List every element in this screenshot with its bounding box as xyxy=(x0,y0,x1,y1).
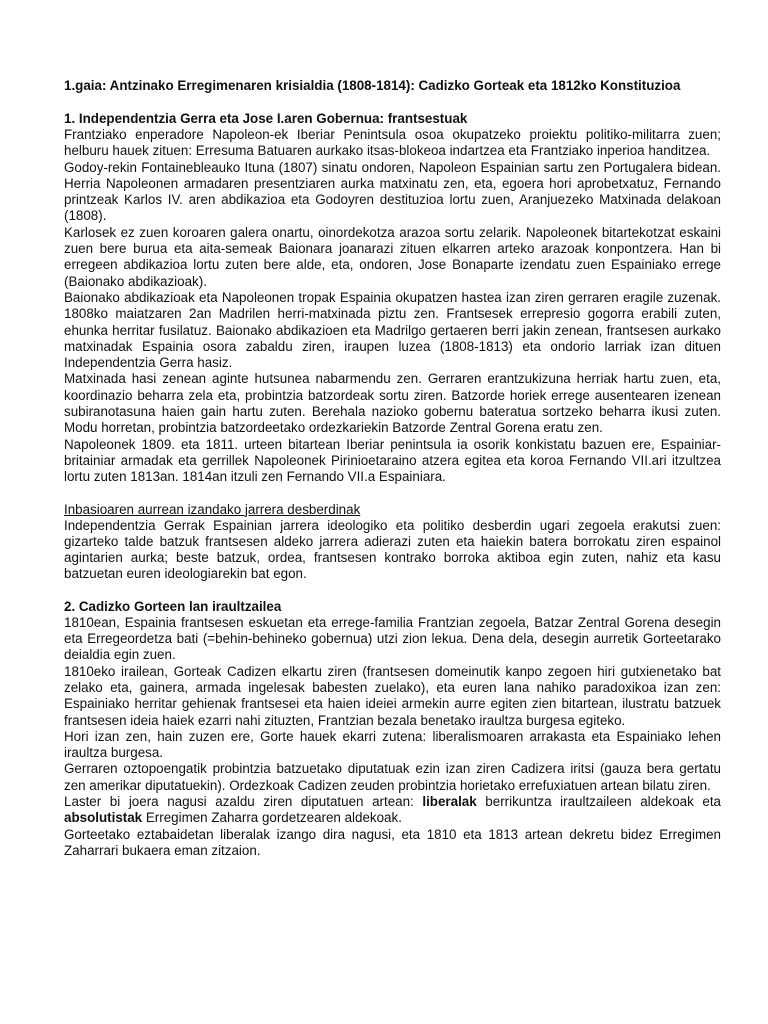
section-1-paragraph: Matxinada hasi zenean aginte hutsunea nabarmendu zen. Gerraren erantzukizuna herriak hartu zuen, eta, koordinazio beharra zela eta, probintzia batzordeak sortu ziren. Batzorde horiek errege ausentearen izenean subiranotasuna haien gain hartu zuten. Berehala nazioko gobernu bateratua sortzeko beharra ikusi zuten. Modu horretan, probintzia batzordeetako ordezkariekin Batzorde Zentral Gorena eratu zen. xyxy=(64,371,721,436)
absolutist-term: absolutistak xyxy=(64,810,143,826)
section-2-parties-paragraph xyxy=(64,794,721,827)
section-1-heading: 1. Independentzia Gerra eta Jose I.aren Gobernua: frantsestuak xyxy=(64,111,468,126)
section-1-paragraph: Godoy-rekin Fontainebleauko Ituna (1807) sinatu ondoren, Napoleon Espainian sartu zen Portugalera bidean. Herria Napoleonen armadaren presentziaren aurka matxinatu zen, eta, egoera hori aprobetxatuz, Fernando printzeak Karlos IV. aren abdikazioa eta Godoyren destituzioa lortu zuen, Aranjuezeko Matxinada delakoan (1808). xyxy=(64,159,721,224)
spacer xyxy=(64,486,721,502)
subsection-paragraph: Independentzia Gerrak Espainian jarrera ideologiko eta politiko desberdin ugari zegoela erakutsi zuen: gizarteko talde batzuk frantsesen aldeko jarrera adierazi zuten eta haiekin batera borrokatu ziren espainol agintarien aurka; beste batzuk, ordea, frantsesen kontrako borroka aktiboa egin zuten, nahiz eta kasu batzuetan euren ideologiarekin bat egon. xyxy=(64,517,721,582)
section-2-paragraph: Gerraren oztopoengatik probintzia batzuetako diputatuak ezin izan ziren Cadizera iritsi (gauza bera gertatu zen amerikar diputatuekin). Ordezkoak Cadizen zeuden probintzia horietako errefuxiatuen artean bilatu ziren. xyxy=(64,761,721,793)
parties-intro: Laster bi joera nagusi azaldu ziren diputatuen artean: xyxy=(64,793,423,809)
liberal-description: berrikuntza iraultzaileen aldekoak eta xyxy=(476,793,721,809)
section-1-paragraph: Karlosek ez zuen koroaren galera onartu, oinordekotza arazoa sortu zelarik. Napoleonek bitartekotzat eskaini zuen bere burua eta aita-semeak Baionara joanarazi zituen elkarren arteko arazoak konpontzera. Han bi erregeen abdikazioa lortu zuten bere alde, eta, ondoren, Jose Bonaparte izendatu zuen Espainiako errege (Baionako abdikazioak). xyxy=(64,224,721,289)
section-1-paragraph: Frantziako enperadore Napoleon-ek Iberiar Penintsula osoa okupatzeko proiektu politiko-militarra zuen; helburu hauek zituen: Erresuma Batuaren aurkako itsas-blokeoa indartzea eta Frantziako inperioa handitzea. xyxy=(64,127,721,159)
section-1-paragraph: Baionako abdikazioak eta Napoleonen tropak Espainia okupatzen hastea izan ziren gerraren eragile zuzenak. 1808ko maiatzaren 2an Madrilen herri-matxinada piztu zen. Frantsesek errepresio gogorra erabili zuten, ehunka herritar fusilatuz. Baionako abdikazioen eta Madrilgo gertaeren berri jakin zenean, frantsesen aurkako matxinadak Espainia osora zabaldu ziren, iraupen luzea (1808-1813) eta ondorio larriak izan dituen Independentzia Gerra hasiz. xyxy=(64,289,721,371)
spacer xyxy=(64,583,721,599)
section-2-paragraph: Hori izan zen, hain zuzen ere, Gorte hauek ekarri zutena: liberalismoaren arrakasta eta Espainiako lehen iraultza burgesa. xyxy=(64,728,721,761)
section-2-closing-paragraph: Gorteetako eztabaidetan liberalak izango dira nagusi, eta 1810 eta 1813 artean dekretu bidez Erregimen Zaharrari bukaera eman zitzaion. xyxy=(64,826,721,858)
liberal-term: liberalak xyxy=(422,793,477,809)
section-2-heading: 2. Cadizko Gorteen lan iraultzailea xyxy=(64,598,282,614)
subsection-heading: Inbasioaren aurrean izandako jarrera desberdinak xyxy=(64,501,361,517)
section-1-paragraph: Napoleonek 1809. eta 1811. urteen bitartean Iberiar penintsula ia osorik konkistatu bazuen ere, Espainiar-britainiar armadak eta gerrillek Napoleonek Pirinioetaraino atzera egitea eta koroa Fernando VII.ari itzultzea lortu zuten 1813an. 1814an itzuli zen Fernando VII.a Espainiara. xyxy=(64,436,721,485)
document-title: 1.gaia: Antzinako Erregimenaren krisialdia (1808-1814): Cadizko Gorteak eta 1812ko Konstituzioa xyxy=(64,78,681,93)
section-2-paragraph: 1810eko irailean, Gorteak Cadizen elkartu ziren (frantsesen domeinutik kanpo zegoen hiri gutxienetako bat zelako eta, gainera, armada ingelesak babesten zuelako), eta euren lana nahiko paradoxikoa izan zen: Espainiako herritar gehienak frantsesei eta haien ideiei armekin aurre egiten zien bitartean, ilustratu batzuek frantsesen ideia haiek ezarri nahi zituzten, Frantzian bezala benetako iraultza burgesa egiteko. xyxy=(64,663,721,728)
absolutist-description: Erregimen Zaharra gordetzearen aldekoak. xyxy=(142,810,402,826)
section-2-paragraph: 1810ean, Espainia frantsesen eskuetan eta errege-familia Frantzian zegoela, Batzar Zentral Gorena desegin eta Erregeordetza bati (=behin-behineko gobernua) utzi zion lekua. Dena dela, desegin aurretik Gorteetarako deialdia egin zuen. xyxy=(64,614,721,663)
